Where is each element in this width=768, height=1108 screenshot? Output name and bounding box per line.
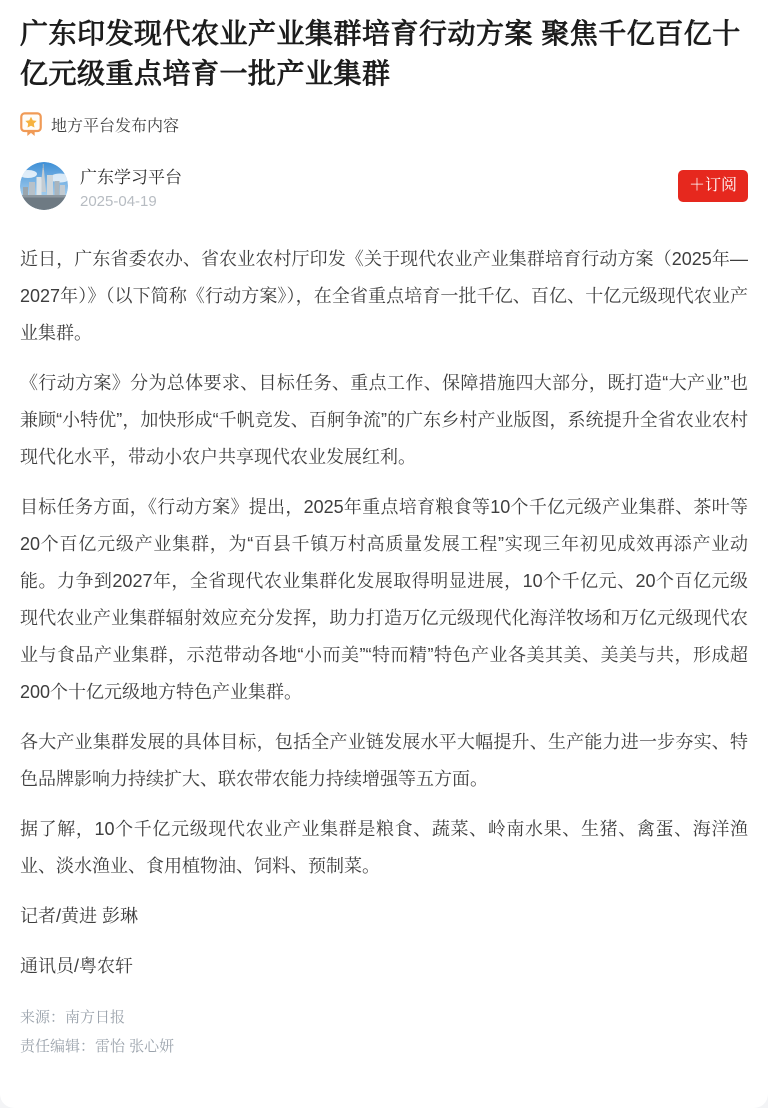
subscribe-button[interactable]: ＋订阅: [678, 170, 748, 202]
platform-badge: [20, 112, 748, 137]
paragraph: 各大产业集群发展的具体目标，包括全产业链发展水平大幅提升、生产能力进一步夯实、特色品牌影响力持续扩大、联农带农能力持续增强等五方面。: [20, 732, 748, 789]
correspondent-byline: 通讯员/粤农轩: [20, 956, 134, 976]
editor-line: 责任编辑：雷怡 张心妍: [20, 1038, 175, 1055]
medal-ribbon-icon: [20, 112, 42, 137]
avatar[interactable]: [20, 162, 68, 210]
reporter-byline: 记者/黄进 彭琳: [20, 906, 139, 926]
source-line: 来源：南方日报: [20, 1009, 126, 1026]
paragraph: 据了解，10个千亿元级现代农业产业集群是粮食、蔬菜、岭南水果、生猪、禽蛋、海洋渔业、淡水渔业、食用植物油、饲料、预制菜。: [20, 819, 748, 876]
author-name[interactable]: 广东学习平台: [80, 167, 182, 187]
article-body: [20, 241, 748, 985]
source-block: [20, 1003, 748, 1061]
article-title: 广东印发现代农业产业集群培育行动方案 聚焦千亿百亿十亿元级重点培育一批产业集群: [20, 18, 741, 89]
publish-date: 2025-04-19: [80, 192, 157, 210]
author-row: [20, 162, 748, 210]
paragraph: 《行动方案》分为总体要求、目标任务、重点工作、保障措施四大部分，既打造“大产业”也兼顾“小特优”，加快形成“千帆竞发、百舸争流”的广东乡村产业版图，系统提升全省农业农村现代化水平，带动小农户共享现代农业发展红利。: [20, 373, 748, 467]
paragraph: 目标任务方面，《行动方案》提出，2025年重点培育粮食等10个千亿元级产业集群、茶叶等20个百亿元级产业集群，为“百县千镇万村高质量发展工程”实现三年初见成效再添产业动能。力争到2027年，全省现代农业集群化发展取得明显进展，10个千亿元、20个百亿元级现代农业产业集群辐射效应充分发挥，助力打造万亿元级现代化海洋牧场和万亿元级现代农业与食品产业集群，示范带动各地“小而美”“特而精”特色产业各美其美、美美与共，形成超200个十亿元级地方特色产业集群。: [20, 497, 748, 702]
author-meta: [80, 163, 182, 210]
paragraph: 近日，广东省委农办、省农业农村厅印发《关于现代农业产业集群培育行动方案（2025年—2027年）》（以下简称《行动方案》），在全省重点培育一批千亿、百亿、十亿元级现代农业产业集群。: [20, 249, 748, 343]
badge-label: 地方平台发布内容: [51, 118, 180, 135]
